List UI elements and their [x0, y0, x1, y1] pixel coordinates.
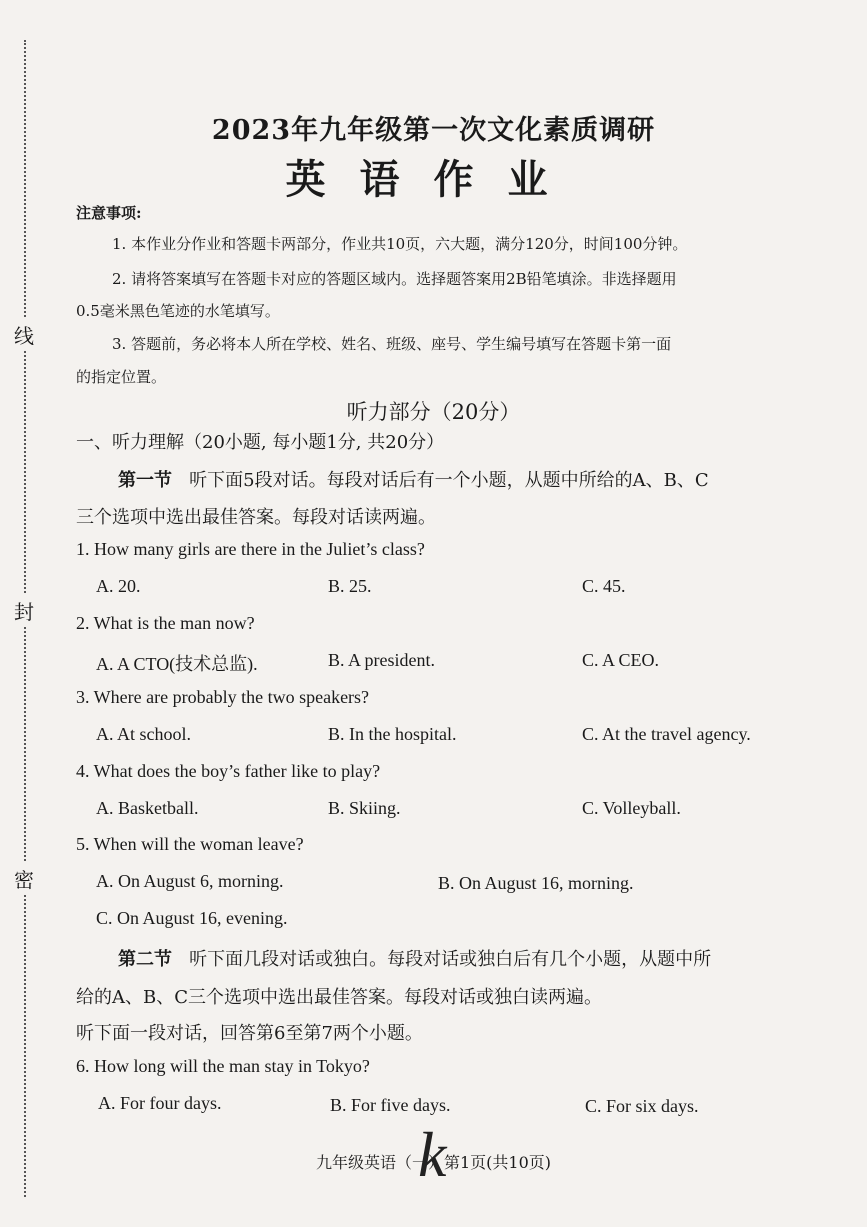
q4-option-c: C. Volleyball.	[582, 798, 681, 818]
q2-option-a: A. A CTO(技术总监).	[96, 654, 258, 674]
margin-mark-seal: 封	[14, 594, 34, 627]
section2-intro	[118, 945, 711, 971]
notice-item-2-cont: 0.5毫米黑色笔迹的水笔填写。	[76, 302, 280, 320]
notice-item-3-cont: 的指定位置。	[76, 368, 167, 386]
section1-intro-cont: 三个选项中选出最佳答案。每段对话读两遍。	[76, 507, 436, 528]
section1-intro	[118, 466, 709, 492]
question-4: 4. What does the boy’s father like to play?	[76, 761, 381, 781]
section2-instruction: 听下面一段对话，回答第6至第7两个小题。	[76, 1023, 423, 1044]
section1-label: 第一节	[118, 470, 172, 491]
part1-title: 一、听力理解（20小题, 每小题1分, 共20分）	[76, 432, 445, 453]
notice-item-2: 2. 请将答案填写在答题卡对应的答题区域内。选择题答案用2B铅笔填涂。非选择题用	[112, 270, 677, 288]
notice-item-1: 1. 本作业分作业和答题卡两部分，作业共10页，六大题，满分120分，时间100分钟。	[112, 235, 688, 253]
q3-option-c: C. At the travel agency.	[582, 724, 751, 744]
section2-intro-cont: 给的A、B、C三个选项中选出最佳答案。每段对话或独白读两遍。	[76, 987, 602, 1008]
q6-option-c: C. For six days.	[585, 1096, 699, 1116]
question-5: 5. When will the woman leave?	[76, 834, 304, 854]
notice-item-3: 3. 答题前，务必将本人所在学校、姓名、班级、座号、学生编号填写在答题卡第一面	[112, 335, 672, 353]
exam-title: 2023年九年级第一次文化素质调研	[211, 115, 656, 146]
listening-section-title: 听力部分（20分）	[346, 400, 521, 424]
q6-option-b: B. For five days.	[330, 1095, 451, 1115]
question-6: 6. How long will the man stay in Tokyo?	[76, 1056, 370, 1076]
q2-option-c: C. A CEO.	[582, 650, 660, 670]
q5-option-a: A. On August 6, morning.	[96, 871, 284, 891]
section1-text: 听下面5段对话。每段对话后有一个小题，从题中所给的A、B、C	[189, 470, 709, 491]
section2-text: 听下面几段对话或独白。每段对话或独白后有几个小题，从题中所	[189, 949, 712, 970]
q3-option-a: A. At school.	[96, 724, 192, 744]
q6-option-a: A. For four days.	[98, 1093, 222, 1113]
handwritten-k-mark: k	[418, 1119, 447, 1190]
section2-label: 第二节	[118, 949, 172, 970]
q1-option-c: C. 45.	[582, 576, 626, 596]
page-footer: 九年级英语（一）第1页(共10页)	[315, 1153, 552, 1172]
q1-option-a: A. 20.	[96, 576, 141, 596]
q4-option-a: A. Basketball.	[96, 798, 199, 818]
subject-title: 英语作业	[285, 156, 582, 203]
q5-option-c: C. On August 16, evening.	[96, 908, 288, 928]
q1-option-b: B. 25.	[328, 576, 372, 596]
question-3: 3. Where are probably the two speakers?	[76, 687, 370, 707]
margin-mark-secret: 密	[14, 862, 34, 895]
margin-mark-line: 线	[14, 318, 34, 351]
q2-option-b: B. A president.	[328, 650, 435, 670]
q5-option-b: B. On August 16, morning.	[438, 873, 634, 893]
question-1: 1. How many girls are there in the Juliet’s class?	[76, 539, 425, 559]
notice-heading: 注意事项:	[76, 204, 142, 222]
q3-option-b: B. In the hospital.	[328, 724, 457, 744]
q4-option-b: B. Skiing.	[328, 798, 401, 818]
question-2: 2. What is the man now?	[76, 613, 255, 633]
